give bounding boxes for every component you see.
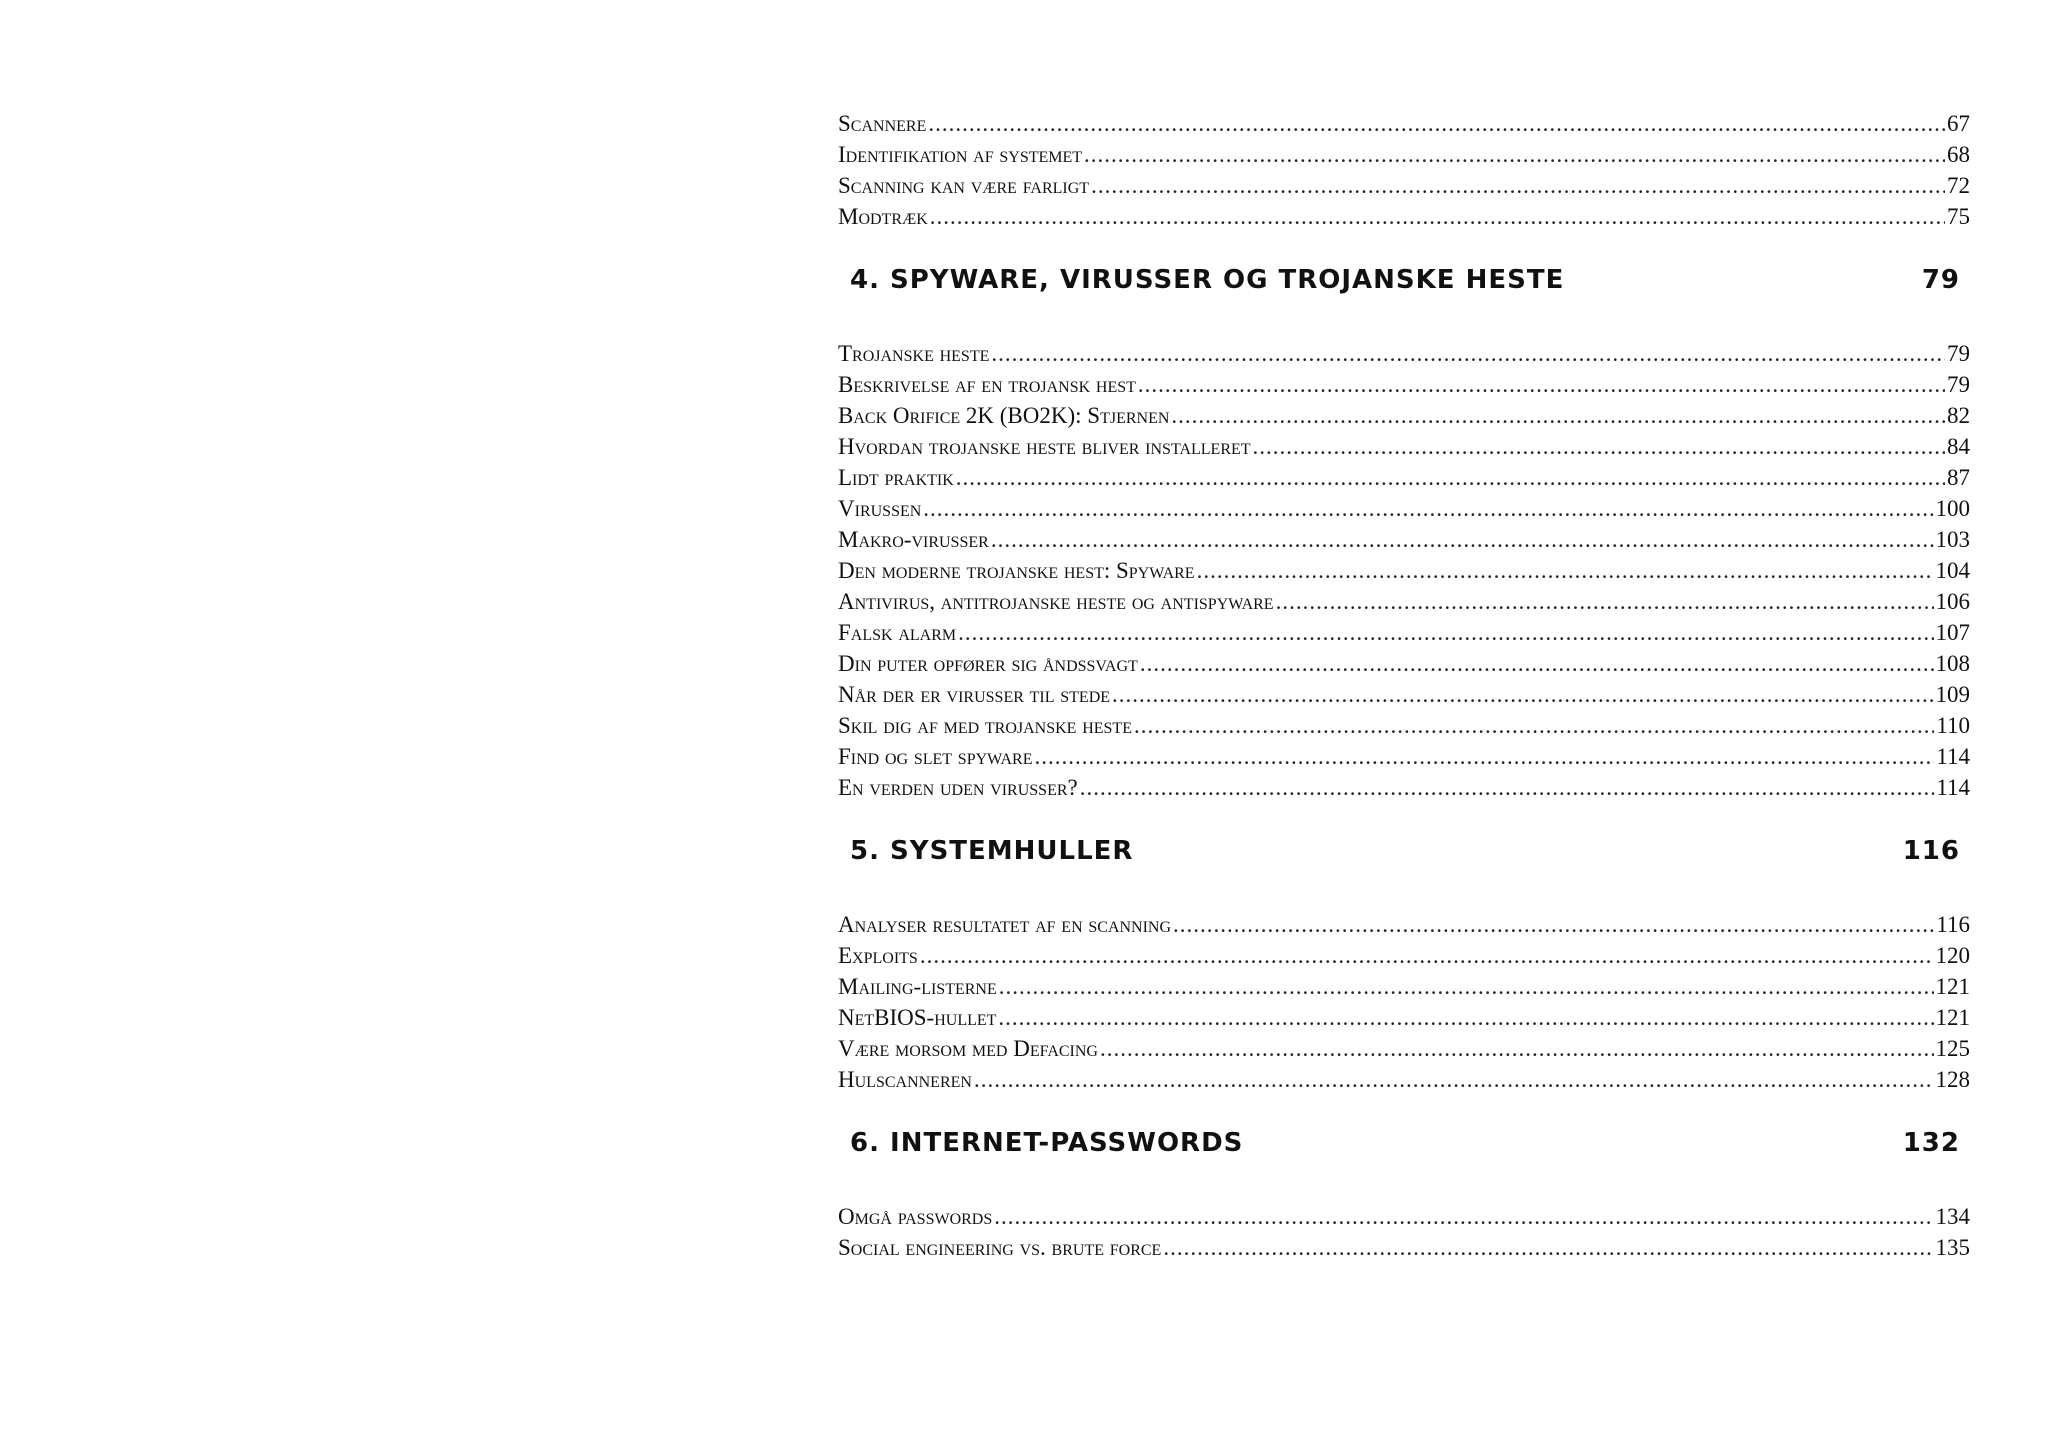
dot-leader xyxy=(1253,431,1945,462)
toc-entry[interactable] xyxy=(838,201,1970,232)
dot-leader xyxy=(1112,679,1933,710)
toc-entry-page: 114 xyxy=(1936,775,1970,800)
toc-entry-title: Social engineering vs. brute force xyxy=(838,1235,1162,1260)
toc-entry-page: 106 xyxy=(1935,589,1970,614)
dot-leader xyxy=(1140,648,1934,679)
toc-entry-title: Omgå passwords xyxy=(838,1204,993,1229)
dot-leader xyxy=(998,1002,1933,1033)
toc-entry-title: Mailing-listerne xyxy=(838,974,997,999)
toc-entry[interactable] xyxy=(838,648,1970,679)
chapter-title: 6. INTERNET-PASSWORDS xyxy=(850,1128,1244,1158)
toc-entry-title: Back Orifice 2K (BO2K): Stjernen xyxy=(838,403,1170,428)
dot-leader xyxy=(1163,1232,1933,1263)
toc-entry-title: Den moderne trojanske hest: Spyware xyxy=(838,558,1195,583)
toc-entry-page: 109 xyxy=(1935,682,1970,707)
toc-entry-page: 75 xyxy=(1947,204,1970,229)
dot-leader xyxy=(1084,139,1945,170)
toc-entry-page: 134 xyxy=(1935,1204,1970,1229)
dot-leader xyxy=(928,108,1945,139)
chapter-page: 132 xyxy=(1902,1128,1960,1158)
toc-entry-page: 79 xyxy=(1947,341,1970,366)
toc-entry-title: Makro-virusser xyxy=(838,527,989,552)
toc-entry[interactable] xyxy=(838,617,1970,648)
toc-section xyxy=(838,263,1970,803)
toc-entry[interactable] xyxy=(838,555,1970,586)
toc-entry-title: Find og slet spyware xyxy=(838,744,1033,769)
toc-entry[interactable] xyxy=(838,1201,1970,1232)
toc-entry-title: Virussen xyxy=(838,496,922,521)
toc-entry-page: 114 xyxy=(1936,744,1970,769)
chapter-heading[interactable] xyxy=(838,1126,1970,1160)
toc-entry-title: En verden uden virusser? xyxy=(838,775,1078,800)
toc-entry-title: Identifikation af systemet xyxy=(838,142,1083,167)
dot-leader xyxy=(1134,710,1934,741)
toc-entry-page: 68 xyxy=(1947,142,1970,167)
toc-entry-title: Hulscanneren xyxy=(838,1067,972,1092)
toc-entry-title: Analyser resultatet af en scanning xyxy=(838,912,1172,937)
toc-entry-title: Antivirus, antitrojanske heste og antispyware xyxy=(838,589,1274,614)
toc-entry[interactable] xyxy=(838,679,1970,710)
toc-entry-page: 82 xyxy=(1947,403,1970,428)
dot-leader xyxy=(1080,772,1935,803)
toc-entry-page: 87 xyxy=(1947,465,1970,490)
dot-leader xyxy=(930,201,1945,232)
toc-entry[interactable] xyxy=(838,586,1970,617)
dot-leader xyxy=(923,493,1933,524)
toc-entry-page: 108 xyxy=(1935,651,1970,676)
toc-entry[interactable] xyxy=(838,940,1970,971)
dot-leader xyxy=(1276,586,1934,617)
toc-entry-title: Falsk alarm xyxy=(838,620,957,645)
toc-entry[interactable] xyxy=(838,369,1970,400)
toc-entry[interactable] xyxy=(838,139,1970,170)
toc-entry[interactable] xyxy=(838,971,1970,1002)
toc-entry[interactable] xyxy=(838,170,1970,201)
toc-entry-title: Trojanske heste xyxy=(838,341,990,366)
toc-entry-page: 107 xyxy=(1935,620,1970,645)
toc-entry-title: Lidt praktik xyxy=(838,465,954,490)
toc-entry[interactable] xyxy=(838,108,1970,139)
toc-entry-title: Din puter opfører sig åndssvagt xyxy=(838,651,1138,676)
toc-entry-page: 135 xyxy=(1935,1235,1970,1260)
toc-entry-page: 79 xyxy=(1947,372,1970,397)
dot-leader xyxy=(974,1064,1934,1095)
toc-entry-title: Være morsom med Defacing xyxy=(838,1036,1098,1061)
toc-section xyxy=(838,834,1970,1095)
toc-entry-title: Når der er virusser til stede xyxy=(838,682,1111,707)
toc-entry[interactable] xyxy=(838,338,1970,369)
toc-entry[interactable] xyxy=(838,400,1970,431)
toc-entry-page: 103 xyxy=(1935,527,1970,552)
table-of-contents xyxy=(838,108,1970,1263)
chapter-title: 4. SPYWARE, VIRUSSER OG TROJANSKE HESTE xyxy=(850,265,1565,295)
toc-entry-page: 110 xyxy=(1936,713,1970,738)
toc-entry[interactable] xyxy=(838,462,1970,493)
toc-entry-page: 72 xyxy=(1947,173,1970,198)
toc-entry[interactable] xyxy=(838,1064,1970,1095)
toc-entry-page: 125 xyxy=(1935,1036,1970,1061)
toc-entry-title: NetBIOS-hullet xyxy=(838,1005,997,1030)
toc-entry[interactable] xyxy=(838,1002,1970,1033)
toc-entry[interactable] xyxy=(838,1033,1970,1064)
toc-entry[interactable] xyxy=(838,772,1970,803)
toc-entry-page: 116 xyxy=(1936,912,1970,937)
toc-entry[interactable] xyxy=(838,493,1970,524)
chapter-heading[interactable] xyxy=(838,834,1970,868)
chapter-title: 5. SYSTEMHULLER xyxy=(850,836,1134,866)
dot-leader xyxy=(991,338,1945,369)
toc-entry-page: 104 xyxy=(1935,558,1970,583)
toc-entry[interactable] xyxy=(838,524,1970,555)
toc-entry[interactable] xyxy=(838,741,1970,772)
chapter-page: 79 xyxy=(1921,265,1960,295)
toc-entry-title: Skil dig af med trojanske heste xyxy=(838,713,1132,738)
toc-entry-page: 121 xyxy=(1935,1005,1970,1030)
toc-entry-title: Exploits xyxy=(838,943,918,968)
dot-leader xyxy=(1197,555,1934,586)
toc-entry[interactable] xyxy=(838,1232,1970,1263)
dot-leader xyxy=(958,617,1933,648)
toc-entry-page: 67 xyxy=(1947,111,1970,136)
toc-entry-title: Beskrivelse af en trojansk hest xyxy=(838,372,1136,397)
dot-leader xyxy=(1173,909,1934,940)
toc-entry-title: Modtræk xyxy=(838,204,928,229)
toc-entry[interactable] xyxy=(838,909,1970,940)
toc-entry-page: 84 xyxy=(1947,434,1970,459)
toc-section xyxy=(838,108,1970,232)
dot-leader xyxy=(956,462,1945,493)
dot-leader xyxy=(994,1201,1933,1232)
dot-leader xyxy=(1035,741,1935,772)
toc-entry-page: 121 xyxy=(1935,974,1970,999)
dot-leader xyxy=(999,971,1934,1002)
toc-entry-title: Scanning kan være farligt xyxy=(838,173,1090,198)
dot-leader xyxy=(920,940,1934,971)
toc-entry-title: Scannere xyxy=(838,111,927,136)
dot-leader xyxy=(1138,369,1945,400)
toc-entry[interactable] xyxy=(838,431,1970,462)
chapter-heading[interactable] xyxy=(838,263,1970,297)
dot-leader xyxy=(1100,1033,1934,1064)
toc-entry-title: Hvordan trojanske heste bliver installeret xyxy=(838,434,1251,459)
toc-entry-page: 100 xyxy=(1935,496,1970,521)
dot-leader xyxy=(1171,400,1945,431)
chapter-page: 116 xyxy=(1902,836,1960,866)
toc-entry-page: 120 xyxy=(1935,943,1970,968)
dot-leader xyxy=(991,524,1934,555)
toc-entry-page: 128 xyxy=(1935,1067,1970,1092)
dot-leader xyxy=(1091,170,1945,201)
toc-section xyxy=(838,1126,1970,1263)
toc-entry[interactable] xyxy=(838,710,1970,741)
